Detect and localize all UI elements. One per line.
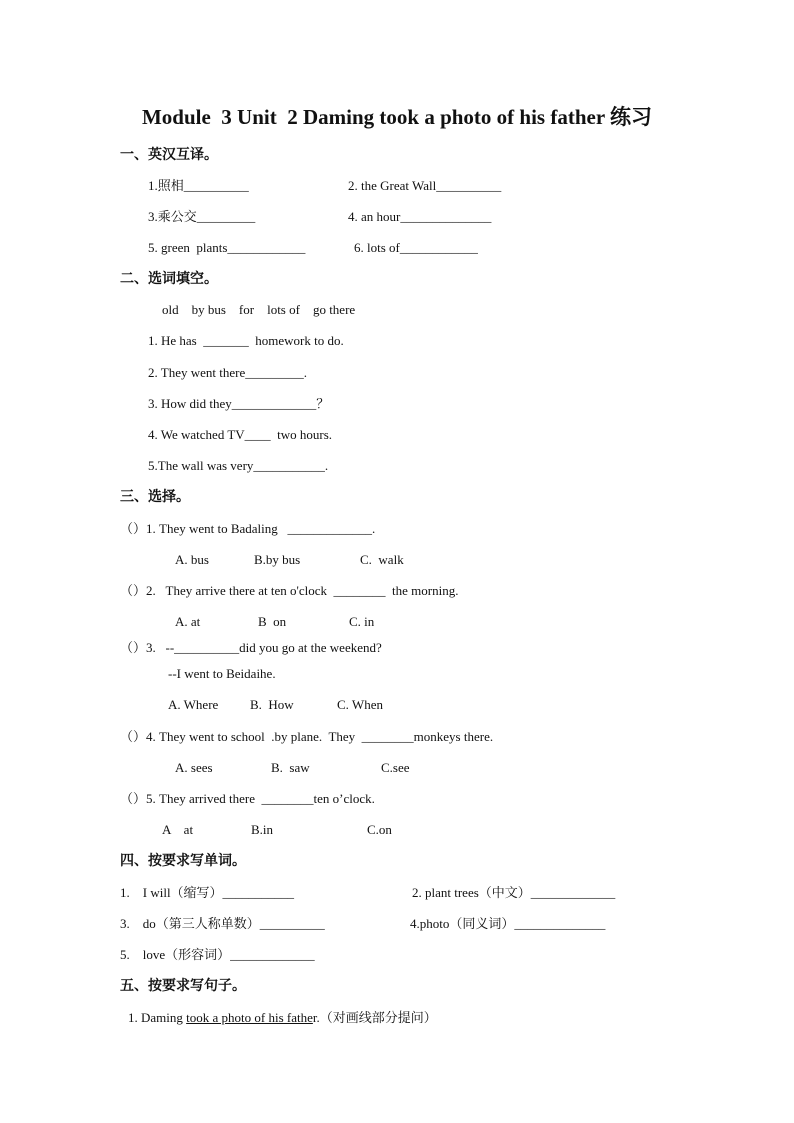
s3-question-5: （）5. They arrived there ________ten o’clock. [120,791,375,806]
section-1-heading: 一、英汉互译。 [120,147,218,163]
s5-q1-suffix: r.（对画线部分提问） [312,1010,437,1025]
s3-question-4: （）4. They went to school .by plane. They ________monkeys there. [120,729,494,744]
s3-q3-option-c: C. When [337,697,383,712]
s3-q5-option-c: C.on [367,822,392,837]
s2-item-3: 3. How did they_____________？ [148,396,330,411]
s4-item-1: 1. I will（缩写）___________ [120,885,295,900]
s2-item-4: 4. We watched TV____ two hours. [148,427,333,442]
s4-item-4: 4.photo（同义词）______________ [410,916,606,931]
s3-q2-option-b: B on [258,614,287,629]
s3-q1-option-b: B.by bus [254,552,301,567]
section-5-heading: 五、按要求写句子。 [120,978,246,994]
s1-item-6: 6. lots of____________ [354,240,478,255]
s3-question-2: （）2. They arrive there at ten o'clock ________ the morning. [120,583,459,598]
section-4-heading: 四、按要求写单词。 [120,853,246,869]
s5-q1-underlined: took a photo of his fathe [186,1010,313,1025]
s4-item-5: 5. love（形容词）_____________ [120,947,315,962]
s5-q1-prefix: 1. Daming [128,1010,187,1025]
s1-item-2: 2. the Great Wall__________ [348,178,502,193]
s1-item-1: 1.照相__________ [148,178,249,193]
s3-q5-option-b: B.in [251,822,274,837]
s3-q2-option-c: C. in [349,614,375,629]
s4-item-3: 3. do（第三人称单数）__________ [120,916,325,931]
section-3-heading: 三、选择。 [120,489,190,505]
s3-q4-option-a: A. sees [175,760,213,775]
s2-item-2: 2. They went there_________. [148,365,307,380]
s3-q2-option-a: A. at [175,614,201,629]
s3-q3-option-b: B. How [250,697,294,712]
s3-q5-option-a: A at [162,822,194,837]
s1-item-4: 4. an hour______________ [348,209,492,224]
page-title: Module 3 Unit 2 Daming took a photo of his father 练习 [141,105,653,129]
s3-q1-option-c: C. walk [360,552,404,567]
s3-q3-option-a: A. Where [168,697,219,712]
s4-item-2: 2. plant trees（中文）_____________ [412,885,616,900]
section-2-heading: 二、选词填空。 [120,271,218,287]
s5-question-1 [128,1011,437,1024]
s2-item-1: 1. He has _______ homework to do. [148,333,344,348]
s2-item-5: 5.The wall was very___________. [148,458,329,473]
s3-q3-answer: --I went to Beidaihe. [168,666,276,681]
s3-q4-option-b: B. saw [271,760,310,775]
s3-q4-option-c: C.see [381,760,410,775]
s3-q1-option-a: A. bus [175,552,209,567]
s1-item-3: 3.乘公交_________ [148,209,256,224]
s1-item-5: 5. green plants____________ [148,240,306,255]
word-bank: old by bus for lots of go there [162,302,356,317]
s3-question-1: （）1. They went to Badaling _____________. [120,521,376,536]
s3-question-3: （）3. --__________did you go at the weekend? [120,640,382,655]
